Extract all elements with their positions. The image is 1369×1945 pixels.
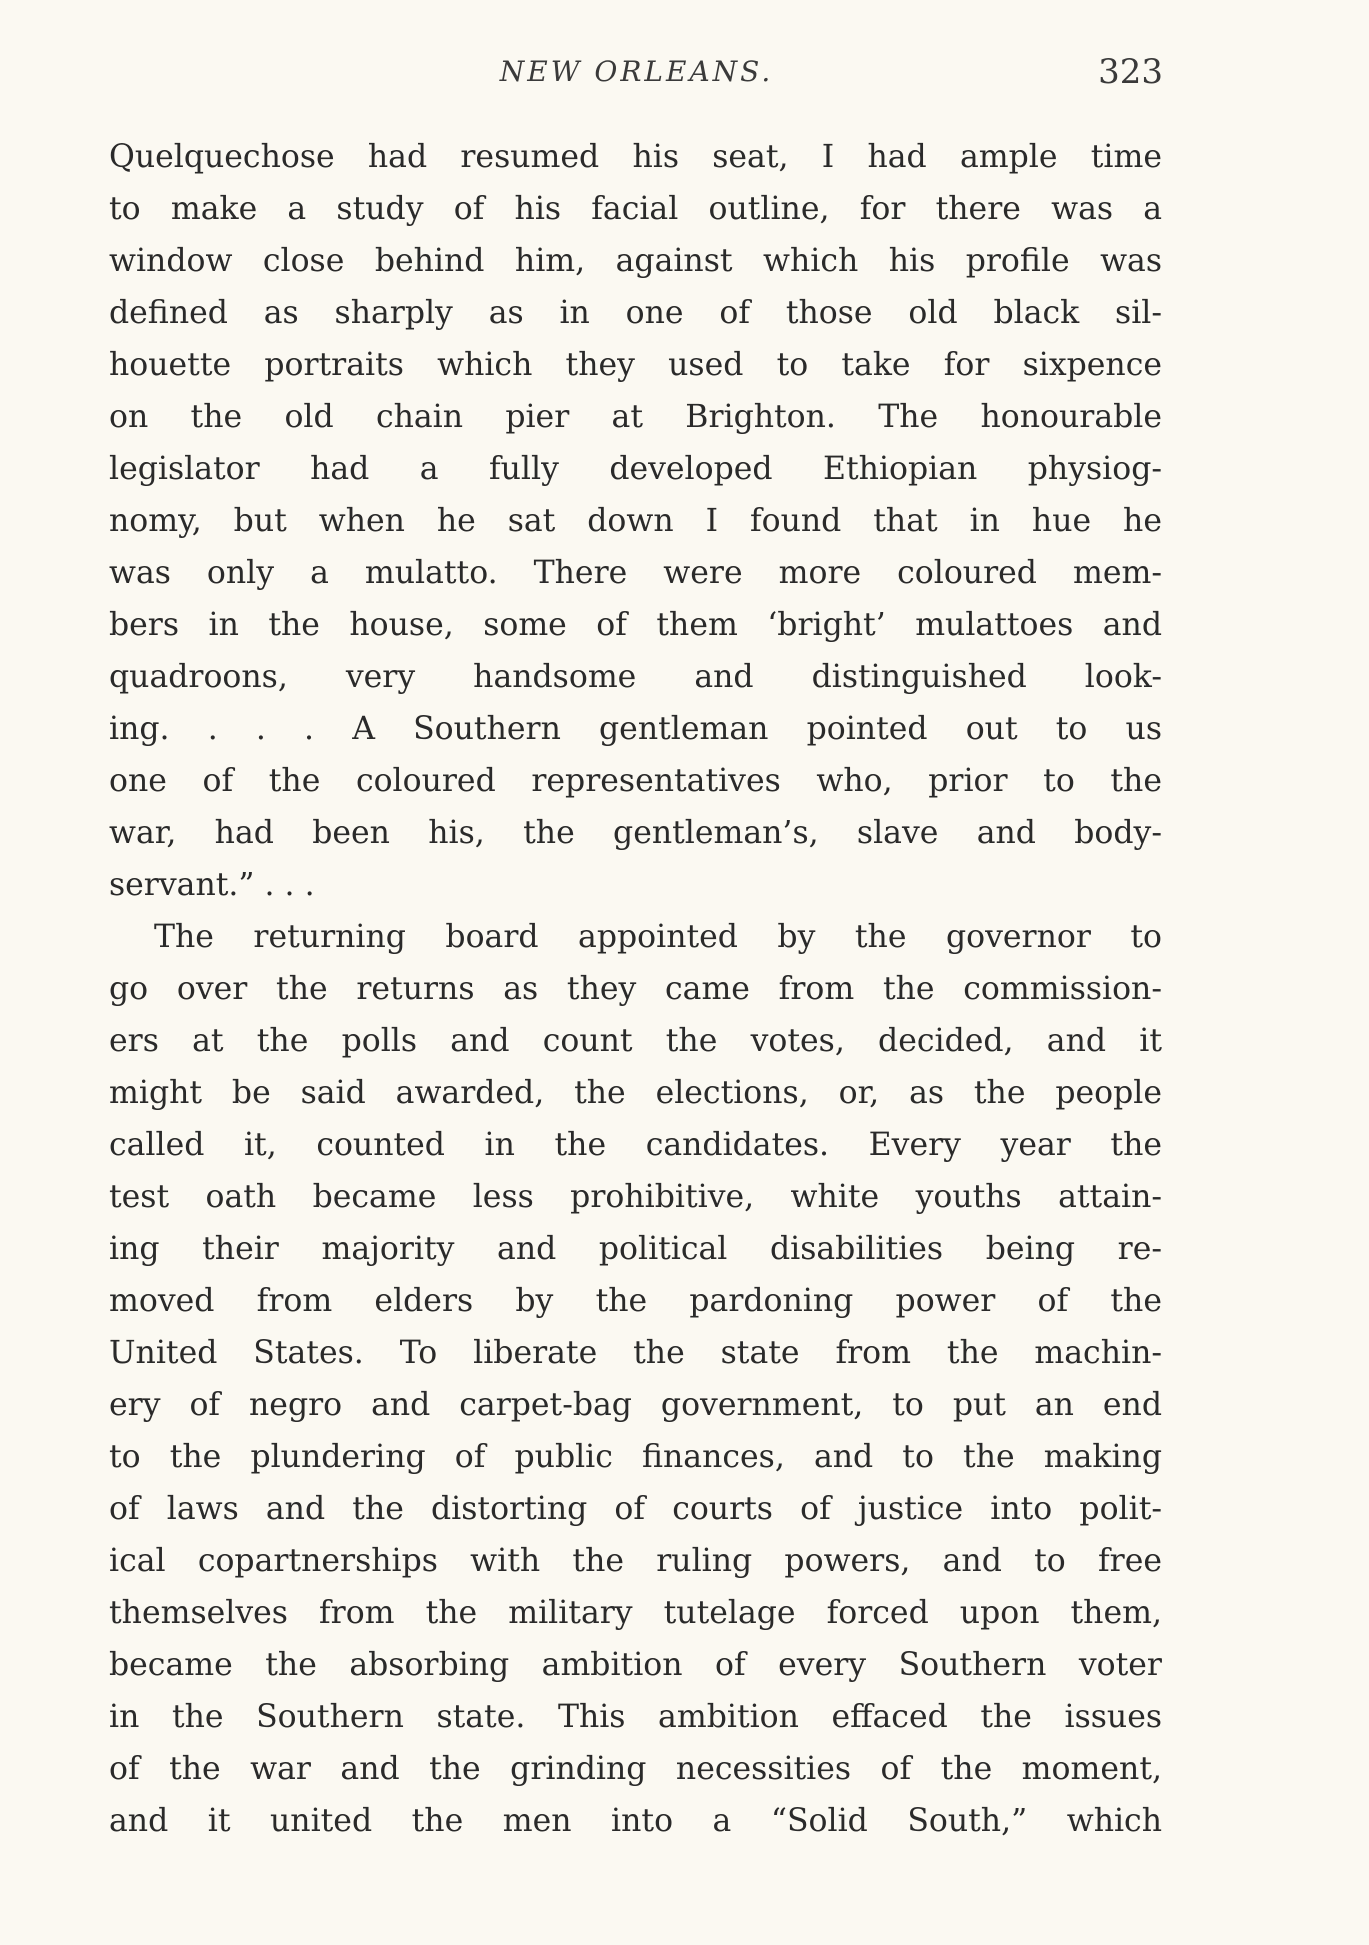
- text-line: houette portraits which they used to take for sixpence: [109, 347, 1162, 383]
- text-line: test oath became less prohibitive, white youths attain-: [109, 1179, 1162, 1215]
- text-line: moved from elders by the pardoning power of the: [109, 1283, 1162, 1319]
- text-line: was only a mulatto. There were more coloured mem-: [109, 555, 1162, 591]
- text-line: war, had been his, the gentleman’s, slave and body-: [109, 815, 1162, 851]
- text-line: one of the coloured representatives who, prior to the: [109, 763, 1162, 799]
- body-text: [109, 131, 1162, 1847]
- text-line: to make a study of his facial outline, for there was a: [109, 191, 1162, 227]
- text-line: ers at the polls and count the votes, decided, and it: [109, 1023, 1162, 1059]
- text-line: on the old chain pier at Brighton. The honourable: [109, 399, 1162, 435]
- running-title: NEW ORLEANS.: [499, 55, 774, 88]
- text-line: window close behind him, against which his profile was: [109, 243, 1162, 279]
- text-line: of laws and the distorting of courts of justice into polit-: [109, 1491, 1162, 1527]
- text-line: bers in the house, some of them ‘bright’ mulattoes and: [109, 607, 1162, 643]
- text-line: nomy, but when he sat down I found that in hue he: [109, 503, 1162, 539]
- text-line: legislator had a fully developed Ethiopian physiog-: [109, 451, 1162, 487]
- text-line: became the absorbing ambition of every Southern voter: [109, 1647, 1162, 1683]
- text-line: servant.” . . .: [109, 867, 315, 903]
- paragraph-start-line: The returning board appointed by the governor to: [154, 919, 1162, 955]
- page-number: 323: [1098, 52, 1163, 92]
- text-line: United States. To liberate the state from the machin-: [109, 1335, 1162, 1371]
- text-line: might be said awarded, the elections, or, as the people: [109, 1075, 1162, 1111]
- text-line: ing. . . . A Southern gentleman pointed out to us: [109, 711, 1162, 747]
- text-line: and it united the men into a “Solid South,” which: [109, 1803, 1162, 1839]
- text-line: called it, counted in the candidates. Every year the: [109, 1127, 1162, 1163]
- text-line: quadroons, very handsome and distinguished look-: [109, 659, 1162, 695]
- text-line: defined as sharply as in one of those old black sil-: [109, 295, 1162, 331]
- text-line: ing their majority and political disabilities being re-: [109, 1231, 1162, 1267]
- text-line: go over the returns as they came from the commission-: [109, 971, 1162, 1007]
- text-line: ical copartnerships with the ruling powers, and to free: [109, 1543, 1162, 1579]
- text-line: to the plundering of public finances, and to the making: [109, 1439, 1162, 1475]
- text-line: of the war and the grinding necessities of the moment,: [109, 1751, 1162, 1787]
- text-line: ery of negro and carpet-bag government, to put an end: [109, 1387, 1162, 1423]
- text-line: in the Southern state. This ambition effaced the issues: [109, 1699, 1162, 1735]
- text-line: Quelquechose had resumed his seat, I had ample time: [109, 139, 1162, 175]
- running-head: [110, 52, 1163, 102]
- text-line: themselves from the military tutelage forced upon them,: [109, 1595, 1162, 1631]
